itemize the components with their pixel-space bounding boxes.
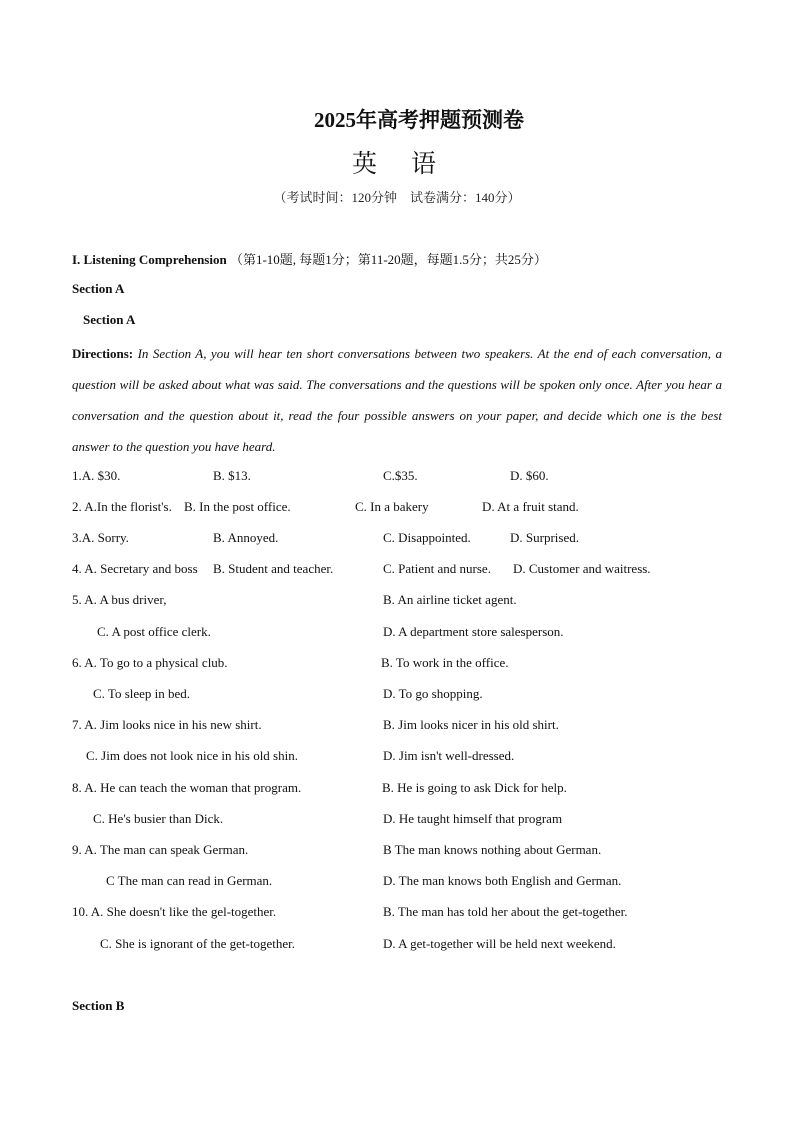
q2-option-a: 2. A.In the florist's.: [72, 499, 172, 514]
q5-option-c: C. A post office clerk.: [97, 624, 211, 639]
q7-option-a: 7. A. Jim looks nice in his new shirt.: [72, 717, 262, 732]
q9-option-c: C The man can read in German.: [106, 873, 273, 888]
q4-option-d: D. Customer and waitress.: [513, 561, 651, 576]
q8-option-a: 8. A. He can teach the woman that program.: [72, 780, 302, 795]
q2-option-c: C. In a bakery: [355, 499, 429, 514]
q5-option-a: 5. A. A bus driver,: [72, 592, 167, 607]
q8-option-b: B. He is going to ask Dick for help.: [382, 780, 567, 795]
q1-option-b: B. $13.: [213, 468, 251, 483]
q4-option-a: 4. A. Secretary and boss: [72, 561, 198, 576]
subject-title: [352, 144, 436, 180]
q2-option-b: B. In the post office.: [184, 499, 291, 514]
q6-option-d: D. To go shopping.: [383, 686, 483, 701]
subject-char-1: 英: [352, 151, 378, 178]
part-heading-title: I. Listening Comprehension: [72, 252, 227, 267]
subject-char-2: 语: [411, 151, 437, 178]
q8-option-c: C. He's busier than Dick.: [93, 811, 224, 826]
q1-option-d: D. $60.: [510, 468, 549, 483]
q4-option-c: C. Patient and nurse.: [383, 561, 491, 576]
q3-option-d: D. Surprised.: [510, 530, 579, 545]
q3-option-a: 3.A. Sorry.: [72, 530, 129, 545]
directions-text: In Section A, you will hear ten short conversations between two speakers. At the end of each conversation, a question will be asked about what was said. The conversations and the questions will be spoken only once. After you hear a conversation and the question about it, read the four possible answers on your paper, and decide which one is the best answer to the question you have heard.: [72, 346, 722, 454]
q10-option-a: 10. A. She doesn't like the gel-together.: [72, 904, 277, 919]
q7-option-d: D. Jim isn't well-dressed.: [383, 748, 515, 763]
exam-title: 2025年高考押题预测卷: [314, 108, 524, 132]
q2-option-d: D. At a fruit stand.: [482, 499, 579, 514]
section-a-label: Section A: [72, 281, 125, 296]
q4-option-b: B. Student and teacher.: [213, 561, 334, 576]
q9-option-a: 9. A. The man can speak German.: [72, 842, 249, 857]
q6-option-b: B. To work in the office.: [381, 655, 509, 670]
q9-option-b: B The man knows nothing about German.: [383, 842, 602, 857]
q3-option-b: B. Annoyed.: [213, 530, 279, 545]
q3-option-c: C. Disappointed.: [383, 530, 471, 545]
q10-option-c: C. She is ignorant of the get-together.: [100, 936, 295, 951]
directions-label: Directions:: [72, 346, 134, 361]
q9-option-d: D. The man knows both English and German.: [383, 873, 622, 888]
directions-paragraph: [72, 338, 722, 462]
q10-option-d: D. A get-together will be held next weekend.: [383, 936, 616, 951]
q1-option-c: C.$35.: [383, 468, 418, 483]
section-a-label-repeat: Section A: [83, 312, 136, 327]
q6-option-c: C. To sleep in bed.: [93, 686, 191, 701]
q1-option-a: 1.A. $30.: [72, 468, 121, 483]
q10-option-b: B. The man has told her about the get-together.: [383, 904, 628, 919]
part-heading: [72, 249, 547, 268]
section-b-label: Section B: [72, 998, 125, 1013]
q5-option-d: D. A department store salesperson.: [383, 624, 564, 639]
exam-info: （考试时间：120分钟 试卷满分：140分）: [273, 190, 521, 205]
q5-option-b: B. An airline ticket agent.: [383, 592, 517, 607]
q8-option-d: D. He taught himself that program: [383, 811, 563, 826]
part-heading-note: （第1-10题, 每题1分；第11-20题，每题1.5分；共25分）: [229, 252, 547, 267]
q7-option-b: B. Jim looks nicer in his old shirt.: [383, 717, 559, 732]
q7-option-c: C. Jim does not look nice in his old shin.: [86, 748, 298, 763]
q6-option-a: 6. A. To go to a physical club.: [72, 655, 228, 670]
